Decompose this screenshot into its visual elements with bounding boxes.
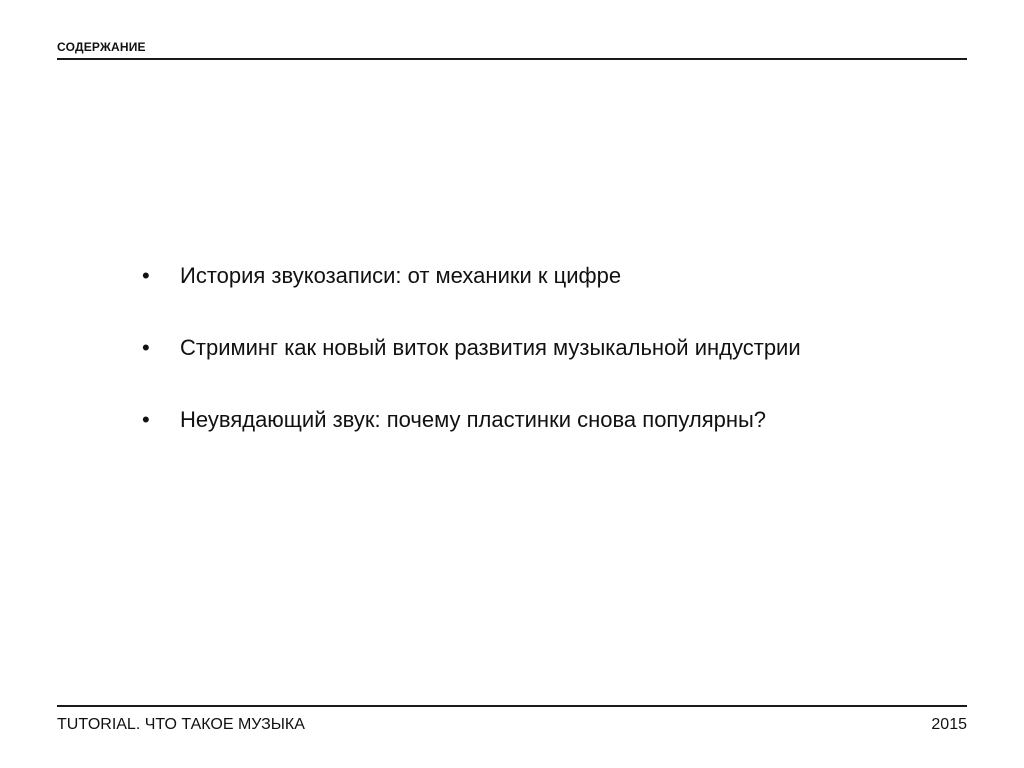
- section-title: СОДЕРЖАНИЕ: [57, 40, 146, 54]
- slide-footer: [57, 705, 967, 734]
- bullet-icon: •: [142, 335, 150, 360]
- slide-content: [140, 258, 960, 474]
- footer-title: TUTORIAL. ЧТО ТАКОЕ МУЗЫКА: [57, 716, 305, 733]
- list-item: [140, 402, 960, 474]
- list-item-text: История звукозаписи: от механики к цифре: [180, 263, 622, 288]
- header-divider: [57, 58, 967, 60]
- list-item-text: Стриминг как новый виток развития музыкальной индустрии: [180, 335, 801, 360]
- slide-header: [57, 40, 967, 60]
- list-item: [140, 330, 960, 402]
- footer-row: [57, 716, 967, 734]
- footer-divider: [57, 705, 967, 707]
- list-item-text: Неувядающий звук: почему пластинки снова популярны?: [180, 407, 767, 432]
- contents-list: [140, 258, 960, 474]
- list-item: [140, 258, 960, 330]
- bullet-icon: •: [142, 407, 150, 432]
- bullet-icon: •: [142, 263, 150, 288]
- footer-year: 2015: [931, 716, 967, 733]
